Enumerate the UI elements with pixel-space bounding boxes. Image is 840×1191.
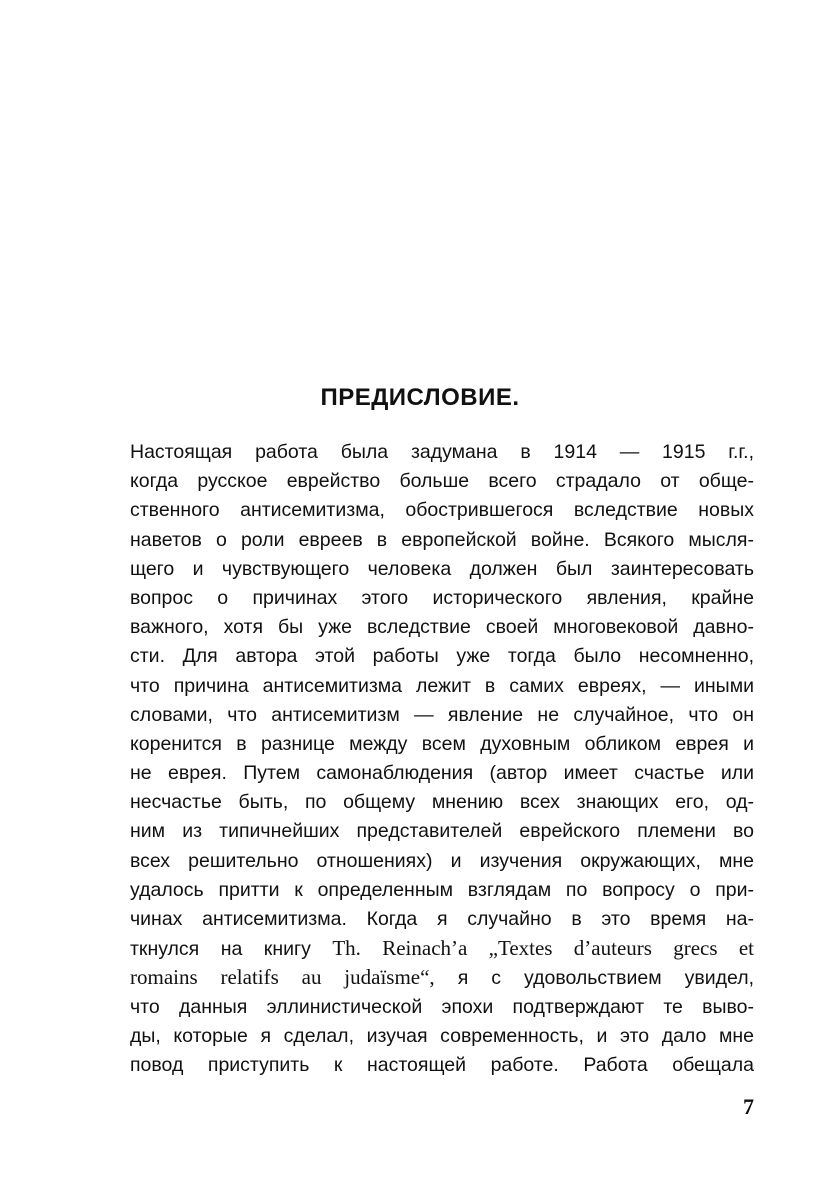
latin-citation: romains relatifs au judaïsme“, <box>130 965 435 990</box>
chapter-heading: ПРЕДИСЛОВИЕ. <box>320 384 520 411</box>
text-line: несчастье быть, по общему мнению всех знающих его, од- <box>130 791 754 814</box>
text-line: важного, хотя бы уже вследствие своей многовековой давно- <box>130 616 754 639</box>
preface-paragraph <box>130 438 754 1080</box>
text-line: ним из типичнейших представителей еврейского племени во <box>130 820 754 843</box>
text-line: ды, которые я сделал, изучая современность, и это дало мне <box>130 1024 754 1047</box>
text-line: щего и чувствующего человека должен был заинтересовать <box>130 557 754 580</box>
text-line: что данныя эллинистической эпохи подтверждают те выво- <box>130 995 754 1018</box>
text-segment: я с удовольствием увидел, <box>434 967 754 990</box>
text-line: удалось притти к определенным взглядам по вопросу о при- <box>130 878 754 901</box>
text-line: ственного антисемитизма, обострившегося вследствие новых <box>130 499 754 522</box>
text-line: вопрос о причинах этого исторического явления, крайне <box>130 586 754 609</box>
text-line: чинах антисемитизма. Когда я случайно в это время на- <box>130 908 754 930</box>
latin-citation: Th. Reinach’a „Textes d’auteurs grecs et <box>332 936 754 961</box>
text-line-mixed <box>130 963 754 992</box>
text-line: когда русское еврейство больше всего страдало от обще- <box>130 470 754 493</box>
text-segment: ткнулся на книгу <box>130 938 333 961</box>
text-line: Настоящая работа была задумана в 1914 — 1915 г.г., <box>130 441 754 463</box>
text-line: словами, что антисемитизм — явление не случайное, что он <box>130 703 754 726</box>
text-line: сти. Для автора этой работы уже тогда было несомненно, <box>130 645 754 668</box>
text-line: коренится в разнице между всем духовным обликом еврея и <box>130 732 754 755</box>
text-line: наветов о роли евреев в европейской войне. Всякого мысля- <box>130 528 754 551</box>
text-line: повод приступить к настоящей работе. Работа обещала <box>130 1053 754 1076</box>
page-number: 7 <box>743 1094 754 1119</box>
text-line: всех решительно отношениях) и изучения окружающих, мне <box>130 849 754 872</box>
text-line: не еврея. Путем самонаблюдения (автор имеет счастье или <box>130 762 754 785</box>
text-line: что причина антисемитизма лежит в самих евреях, — иными <box>130 674 754 697</box>
text-line-mixed <box>130 934 754 963</box>
